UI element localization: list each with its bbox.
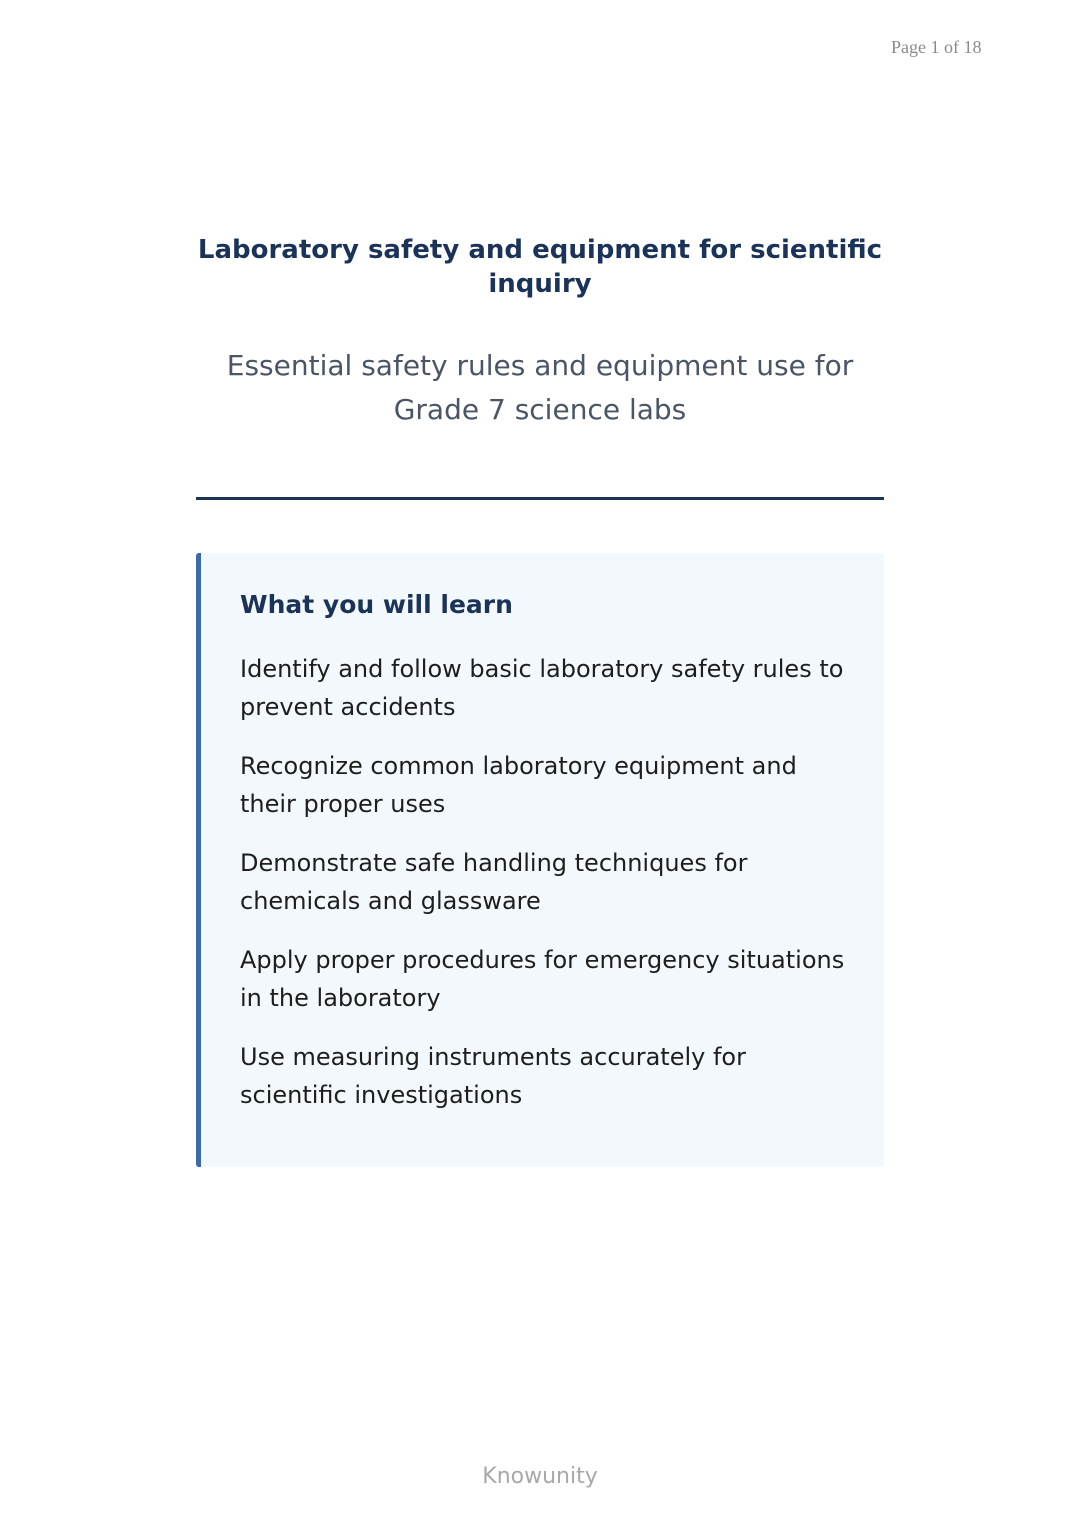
objectives-heading: What you will learn xyxy=(240,590,513,619)
footer-brand: Knowunity xyxy=(482,1464,598,1489)
objective-item: Demonstrate safe handling techniques for chemicals and glassware xyxy=(240,849,748,915)
objective-item: Recognize common laboratory equipment and their proper uses xyxy=(240,752,797,818)
document-subtitle: Essential safety rules and equipment use for Grade 7 science labs xyxy=(226,349,854,426)
objective-item: Use measuring instruments accurately for scientific investigations xyxy=(240,1043,746,1109)
document-title: Laboratory safety and equipment for scientific inquiry xyxy=(197,235,883,299)
divider xyxy=(196,497,884,500)
objectives-list xyxy=(240,650,860,1135)
page-indicator: Page 1 of 18 xyxy=(891,37,982,57)
objective-item: Apply proper procedures for emergency situations in the laboratory xyxy=(240,946,845,1012)
objective-item: Identify and follow basic laboratory safety rules to prevent accidents xyxy=(240,655,844,721)
